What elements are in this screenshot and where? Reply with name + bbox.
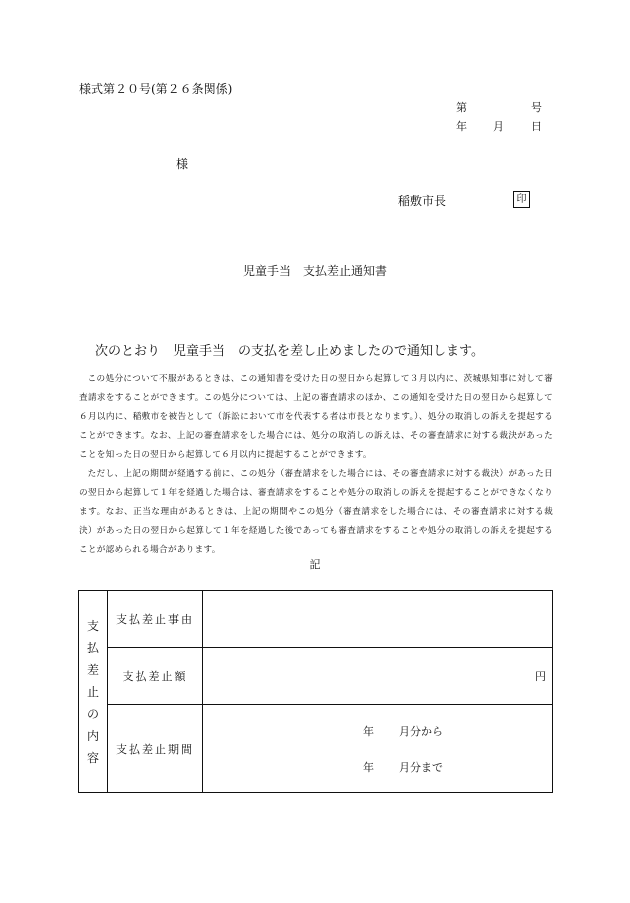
side-label-char: 差: [86, 662, 99, 677]
period-from-year: 年: [363, 724, 374, 738]
side-label-char: の: [86, 706, 99, 721]
ki-heading: 記: [309, 558, 321, 571]
side-label: [79, 591, 108, 793]
reason-label: 支払差止事由: [108, 591, 203, 648]
side-label-char: 止: [86, 684, 99, 699]
side-label-char: 内: [86, 728, 99, 743]
form-number: 様式第２０号(第２６条関係): [79, 82, 233, 96]
amount-label: 支払差止額: [108, 648, 203, 705]
date-year: 年: [456, 120, 467, 133]
side-label-char: 支: [86, 618, 99, 633]
period-to-year: 年: [363, 760, 374, 774]
document-title: 児童手当 支払差止通知書: [242, 264, 387, 278]
seal-mark: 印: [513, 191, 530, 208]
period-from: [203, 713, 552, 749]
doc-number-suffix: 号: [531, 101, 542, 114]
appeal-notice: [79, 370, 553, 560]
period-label: 支払差止期間: [108, 705, 203, 793]
date-day: 日: [531, 120, 542, 133]
period-value-field[interactable]: [203, 705, 553, 793]
period-from-suffix: 月分から: [399, 724, 443, 738]
side-label-char: 容: [86, 750, 99, 765]
amount-value-field[interactable]: [203, 648, 553, 705]
date-month: 月: [493, 120, 504, 133]
issuer-title: 稲敷市長: [398, 194, 447, 208]
reason-value-field[interactable]: [203, 591, 553, 648]
details-table: [78, 590, 553, 793]
appeal-paragraph-1: この処分について不服があるときは、この通知書を受けた日の翌日から起算して３月以内に、茨城県知事に対して審査請求をすることができます。この処分については、上記の審査請求のほか、この通知を受けた日の翌日から起算して６月以内に、稲敷市を被告として（訴訟において市を代表する者は市長となります。）、処分の取消しの訴えを提起することができます。なお、上記の審査請求をした場合には、処分の取消しの訴えは、その審査請求に対する裁決があったことを知った日の翌日から起算して６月以内に提起することができます。: [79, 374, 553, 460]
period-to: [203, 749, 552, 785]
appeal-paragraph-2: ただし、上記の期間が経過する前に、この処分（審査請求をした場合には、その審査請求に対する裁決）があった日の翌日から起算して１年を経過した場合は、審査請求をすることや処分の取消しの訴えを提起することができなくなります。なお、正当な理由があるときは、上記の期間やこの処分（審査請求をした場合には、その審査請求に対する裁決）があった日の翌日から起算して１年を経過した後であっても審査請求をすることや処分の取消しの訴えを提起することが認められる場合があります。: [79, 469, 553, 555]
recipient-honorific: 様: [176, 157, 189, 171]
amount-unit: 円: [535, 670, 546, 683]
doc-number-label: 第: [456, 101, 467, 114]
period-to-suffix: 月分まで: [399, 760, 443, 774]
lead-text: 次のとおり 児童手当 の支払を差し止めましたので通知します。: [95, 344, 484, 359]
side-label-char: 払: [86, 640, 99, 655]
